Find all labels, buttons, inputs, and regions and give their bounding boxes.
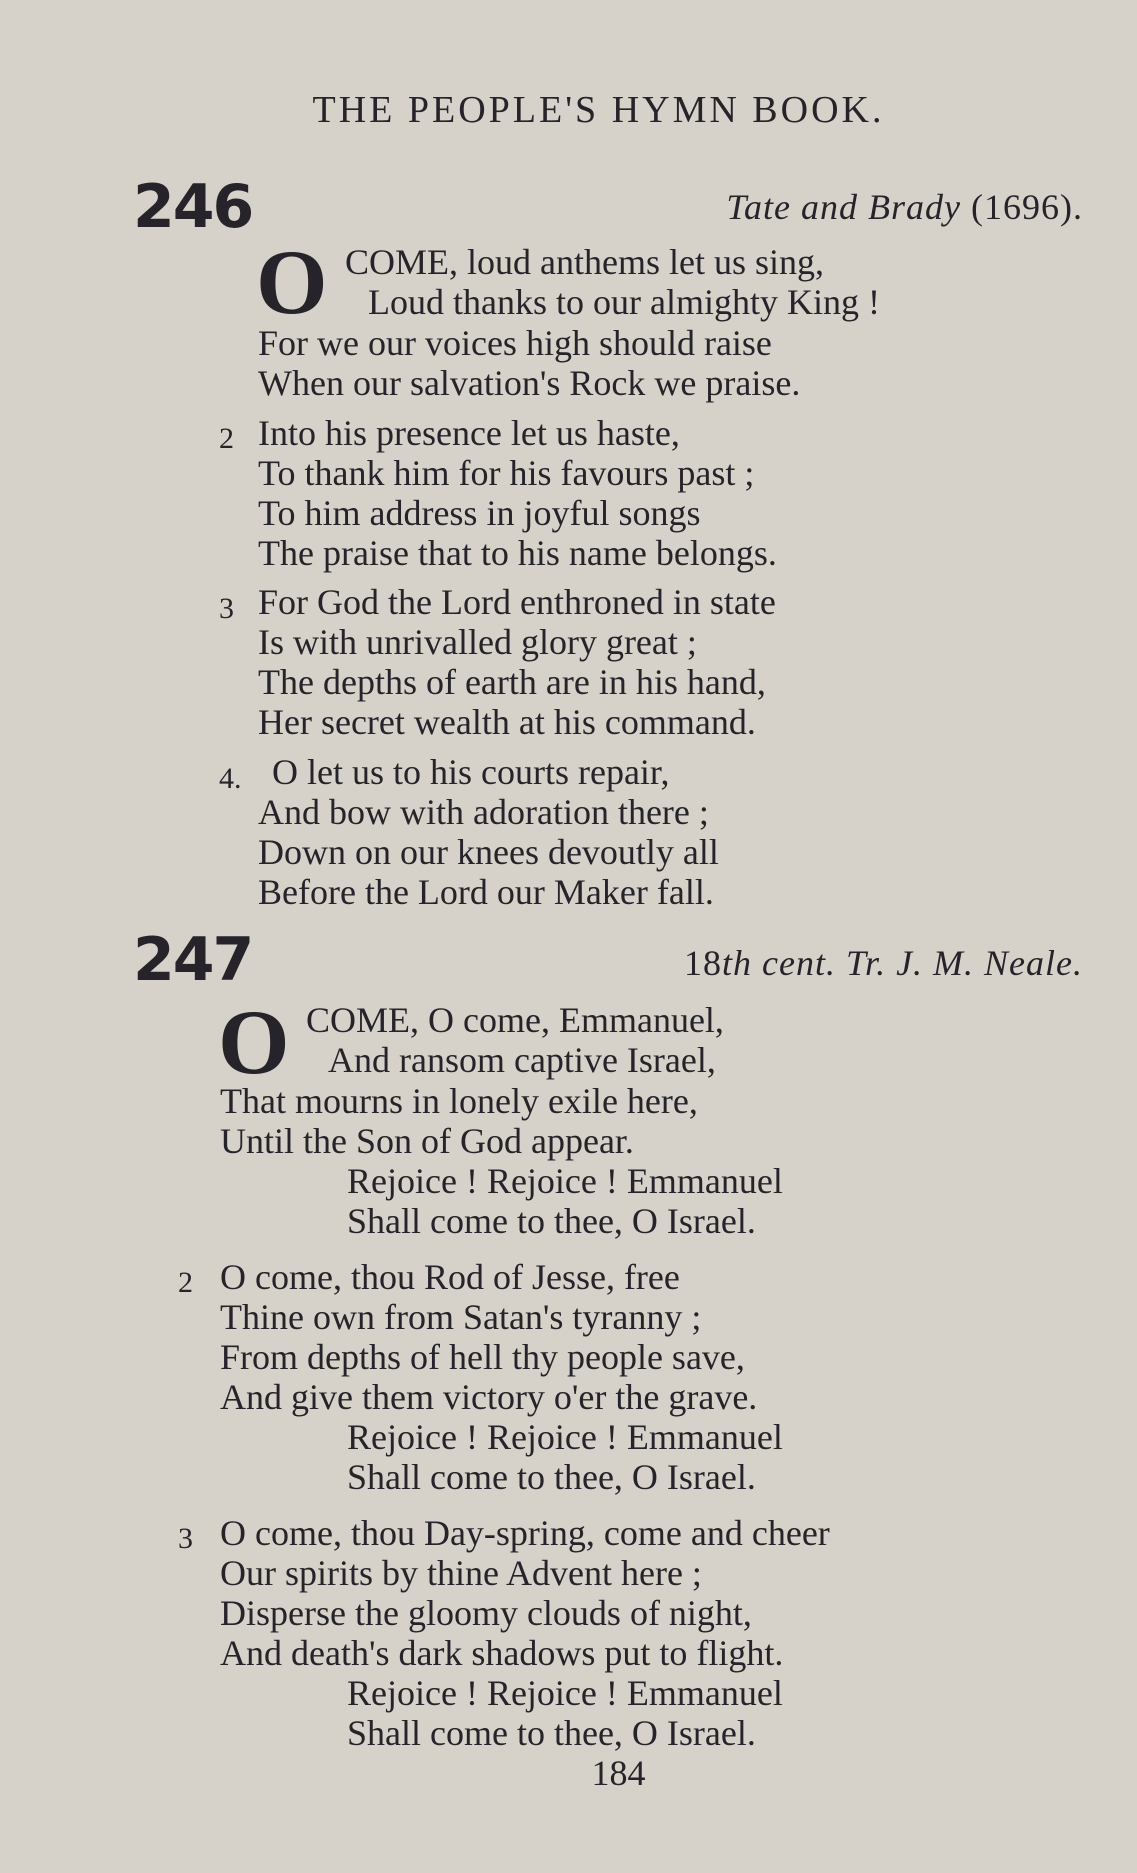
verse-line: Down on our knees devoutly all xyxy=(258,832,719,872)
hymn-number-247: 247 xyxy=(133,925,253,995)
verse-line: From depths of hell thy people save, xyxy=(220,1337,745,1377)
verse-line: Thine own from Satan's tyranny ; xyxy=(220,1297,702,1337)
verse-number: 2 xyxy=(219,422,234,455)
verse-line: Is with unrivalled glory great ; xyxy=(258,622,697,662)
verse-line: And bow with adoration there ; xyxy=(258,792,709,832)
attribution-date: (1696). xyxy=(971,187,1083,227)
verse-line: Into his presence let us haste, xyxy=(258,413,680,453)
verse-line: For we our voices high should raise xyxy=(258,323,772,363)
hymn-247-drop-cap: O xyxy=(218,991,290,1093)
verse-line: To him address in joyful songs xyxy=(258,493,701,533)
running-head: THE PEOPLE'S HYMN BOOK. xyxy=(312,89,885,131)
verse-line: Her secret wealth at his command. xyxy=(258,702,756,742)
hymn-246-drop-cap: O xyxy=(256,231,328,333)
refrain-line: Rejoice ! Rejoice ! Emmanuel xyxy=(347,1673,783,1713)
verse-line: That mourns in lonely exile here, xyxy=(220,1081,698,1121)
verse-line: When our salvation's Rock we praise. xyxy=(258,363,801,403)
verse-number: 3 xyxy=(219,592,234,625)
page-number: 184 xyxy=(591,1753,646,1793)
verse-line: O let us to his courts repair, xyxy=(272,752,670,792)
verse-number: 4. xyxy=(219,762,242,795)
refrain-line: Shall come to thee, O Israel. xyxy=(347,1201,756,1241)
verse-line: Loud thanks to our almighty King ! xyxy=(368,282,880,322)
attribution-text: th cent. Tr. J. M. Neale. xyxy=(722,943,1083,983)
hymn-246-attribution xyxy=(726,186,1083,228)
hymn-247-attribution xyxy=(684,942,1083,984)
verse-line: The depths of earth are in his hand, xyxy=(258,662,766,702)
verse-line: And ransom captive Israel, xyxy=(328,1040,716,1080)
verse-line: Until the Son of God appear. xyxy=(220,1121,634,1161)
verse-line: Before the Lord our Maker fall. xyxy=(258,872,714,912)
hymn-number-246: 246 xyxy=(133,172,253,242)
verse-line: COME, O come, Emmanuel, xyxy=(306,1000,724,1040)
verse-line: And death's dark shadows put to flight. xyxy=(220,1633,784,1673)
verse-line: The praise that to his name belongs. xyxy=(258,533,777,573)
attribution-century: 18 xyxy=(684,943,723,983)
refrain-line: Rejoice ! Rejoice ! Emmanuel xyxy=(347,1161,783,1201)
verse-line: Our spirits by thine Advent here ; xyxy=(220,1553,702,1593)
refrain-line: Shall come to thee, O Israel. xyxy=(347,1457,756,1497)
attribution-author: Tate and Brady xyxy=(726,187,962,227)
verse-line: Disperse the gloomy clouds of night, xyxy=(220,1593,752,1633)
verse-line: COME, loud anthems let us sing, xyxy=(345,242,824,282)
verse-line: O come, thou Day-spring, come and cheer xyxy=(220,1513,830,1553)
refrain-line: Shall come to thee, O Israel. xyxy=(347,1713,756,1753)
verse-line: For God the Lord enthroned in state xyxy=(258,582,776,622)
verse-line: To thank him for his favours past ; xyxy=(258,453,755,493)
verse-line: O come, thou Rod of Jesse, free xyxy=(220,1257,680,1297)
refrain-line: Rejoice ! Rejoice ! Emmanuel xyxy=(347,1417,783,1457)
verse-number: 3 xyxy=(178,1522,193,1555)
verse-number: 2 xyxy=(178,1266,193,1299)
verse-line: And give them victory o'er the grave. xyxy=(220,1377,758,1417)
